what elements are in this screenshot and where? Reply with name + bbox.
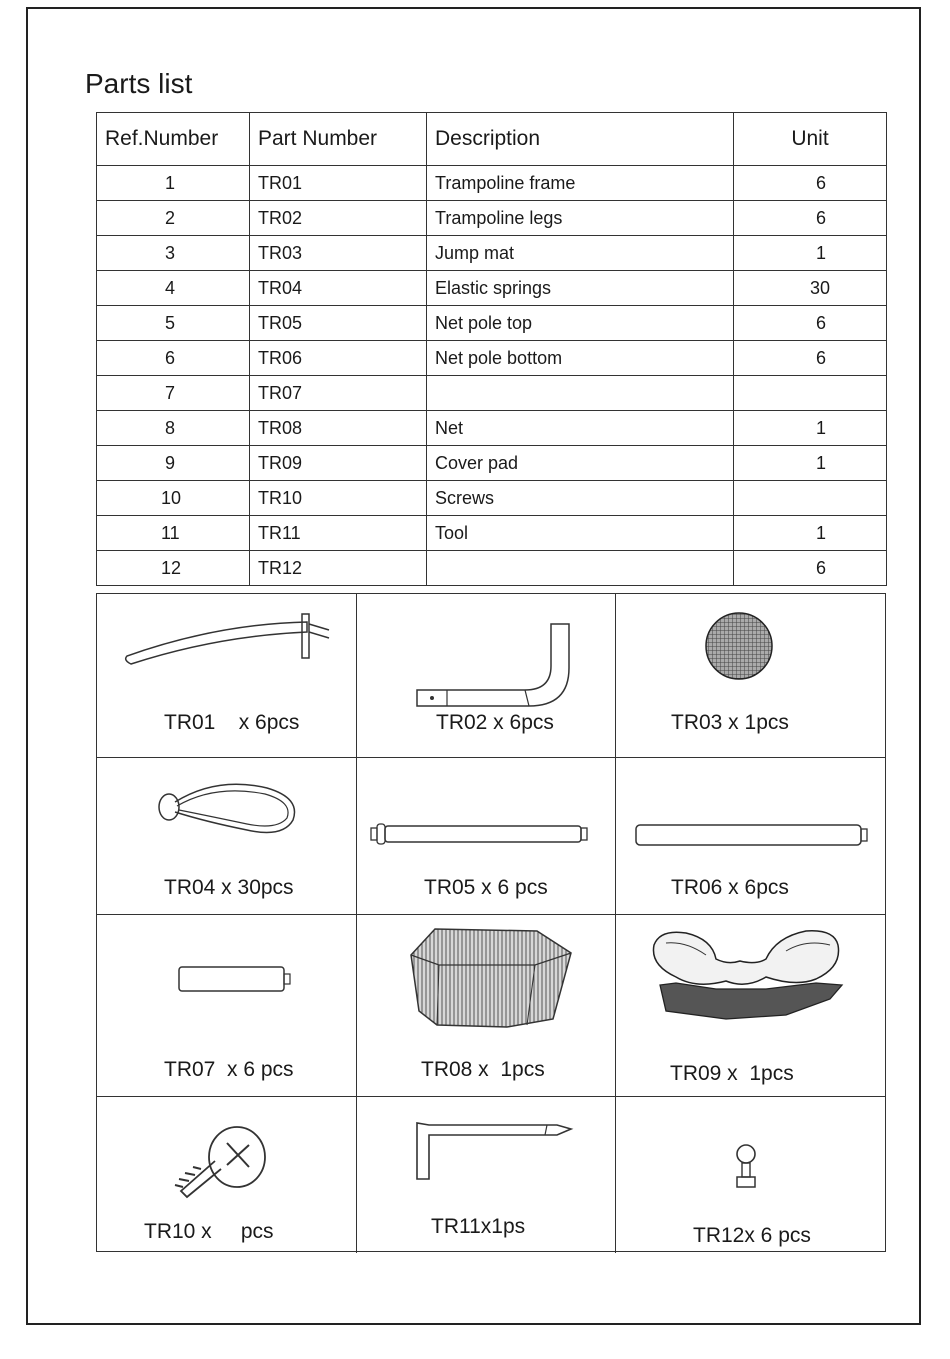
- illustration-caption: TR11x1ps: [431, 1215, 526, 1238]
- description-cell: [427, 551, 734, 586]
- table-row: [97, 341, 887, 376]
- part-cell: TR09: [250, 446, 427, 481]
- part-cell: TR05: [250, 306, 427, 341]
- unit-cell: 6: [734, 306, 887, 341]
- description-cell: Net pole top: [427, 306, 734, 341]
- table-row: [97, 271, 887, 306]
- description-cell: Screws: [427, 481, 734, 516]
- description-cell: Net pole bottom: [427, 341, 734, 376]
- parts-illustration-grid: [96, 593, 886, 1252]
- illustration-caption: TR05 x 6 pcs: [424, 876, 548, 899]
- illustration-caption: TR04 x 30pcs: [164, 876, 294, 899]
- illustration-cell-tr10: [97, 1097, 357, 1253]
- illustration-cell-tr11: [357, 1097, 616, 1253]
- table-row: [97, 516, 887, 551]
- header-unit: Unit: [734, 113, 887, 166]
- part-cell: TR10: [250, 481, 427, 516]
- unit-cell: 1: [734, 236, 887, 271]
- header-description: Description: [427, 113, 734, 166]
- illustration-caption: TR12x 6 pcs: [693, 1224, 811, 1247]
- part-cell: TR06: [250, 341, 427, 376]
- unit-cell: [734, 481, 887, 516]
- part-cell: TR04: [250, 271, 427, 306]
- illustration-cell-tr05: [357, 758, 616, 915]
- illustration-cell-tr08: [357, 915, 616, 1097]
- part-cell: TR12: [250, 551, 427, 586]
- table-row: [97, 481, 887, 516]
- description-cell: Net: [427, 411, 734, 446]
- ref-cell: 9: [97, 446, 250, 481]
- illustration-cell-tr03: [616, 594, 886, 758]
- table-row: [97, 551, 887, 586]
- ref-cell: 10: [97, 481, 250, 516]
- part-cell: TR01: [250, 166, 427, 201]
- illustration-cell-tr02: [357, 594, 616, 758]
- unit-cell: 1: [734, 411, 887, 446]
- illustration-caption: TR06 x 6pcs: [671, 876, 789, 899]
- ref-cell: 4: [97, 271, 250, 306]
- unit-cell: 6: [734, 551, 887, 586]
- ref-cell: 8: [97, 411, 250, 446]
- unit-cell: 1: [734, 516, 887, 551]
- part-cell: TR02: [250, 201, 427, 236]
- ref-cell: 11: [97, 516, 250, 551]
- ref-cell: 12: [97, 551, 250, 586]
- illustration-cell-tr01: [97, 594, 357, 758]
- part-cell: TR07: [250, 376, 427, 411]
- header-ref-number: Ref.Number: [97, 113, 250, 166]
- description-cell: Trampoline frame: [427, 166, 734, 201]
- unit-cell: 6: [734, 201, 887, 236]
- ref-cell: 3: [97, 236, 250, 271]
- part-cell: TR11: [250, 516, 427, 551]
- illustration-cell-tr04: [97, 758, 357, 915]
- table-row: [97, 236, 887, 271]
- table-row: [97, 376, 887, 411]
- ref-cell: 2: [97, 201, 250, 236]
- illustration-caption: TR09 x 1pcs: [670, 1062, 794, 1085]
- unit-cell: 6: [734, 166, 887, 201]
- description-cell: Cover pad: [427, 446, 734, 481]
- illustration-cell-tr09: [616, 915, 886, 1097]
- illustration-cell-tr12: [616, 1097, 886, 1253]
- unit-cell: [734, 376, 887, 411]
- description-cell: Trampoline legs: [427, 201, 734, 236]
- table-row: [97, 166, 887, 201]
- ref-cell: 6: [97, 341, 250, 376]
- table-row: [97, 411, 887, 446]
- table-row: [97, 446, 887, 481]
- illustration-cell-tr06: [616, 758, 886, 915]
- illustration-cell-tr07: [97, 915, 357, 1097]
- description-cell: Tool: [427, 516, 734, 551]
- illustration-caption: TR07 x 6 pcs: [164, 1058, 294, 1081]
- description-cell: [427, 376, 734, 411]
- table-row: [97, 201, 887, 236]
- description-cell: Jump mat: [427, 236, 734, 271]
- table-row: [97, 306, 887, 341]
- description-cell: Elastic springs: [427, 271, 734, 306]
- illustration-caption: TR10 x pcs: [144, 1220, 274, 1243]
- illustration-caption: TR03 x 1pcs: [671, 711, 789, 734]
- unit-cell: 30: [734, 271, 887, 306]
- illustration-caption: TR02 x 6pcs: [436, 711, 554, 734]
- ref-cell: 5: [97, 306, 250, 341]
- unit-cell: 1: [734, 446, 887, 481]
- part-cell: TR08: [250, 411, 427, 446]
- parts-table: [96, 112, 887, 586]
- unit-cell: 6: [734, 341, 887, 376]
- ref-cell: 7: [97, 376, 250, 411]
- header-part-number: Part Number: [250, 113, 427, 166]
- illustration-caption: TR08 x 1pcs: [421, 1058, 545, 1081]
- ref-cell: 1: [97, 166, 250, 201]
- illustration-caption: TR01 x 6pcs: [164, 711, 300, 734]
- part-cell: TR03: [250, 236, 427, 271]
- page-title: Parts list: [85, 68, 193, 99]
- table-header-row: [97, 113, 887, 166]
